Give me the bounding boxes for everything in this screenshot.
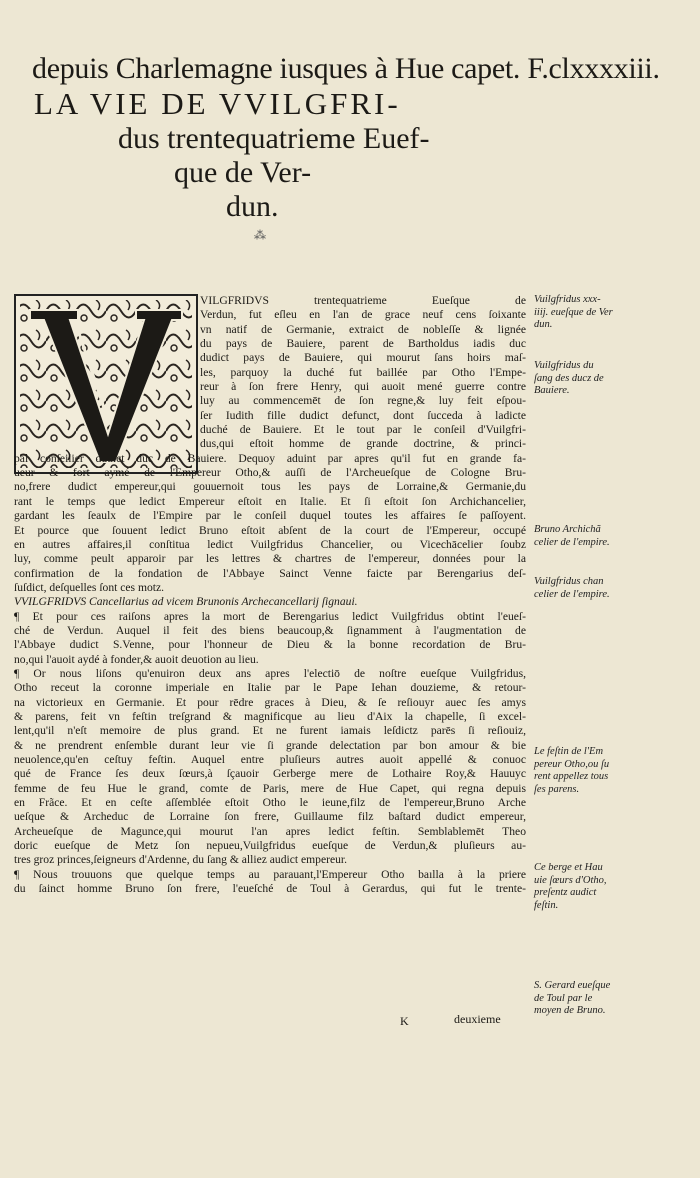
text-line: femme de feu Hue le grand, comte de Paris, mere de Hue Capet, qui regna depuis	[14, 781, 526, 795]
title-line-2: dus trentequatrieme Euef-	[118, 122, 430, 155]
chapter-title	[34, 86, 594, 224]
text-line: luy au commencemēt de ſon regne,& luy feit eſpou-	[200, 394, 526, 408]
signature-mark: K	[400, 1014, 409, 1028]
text-line: doric eueſque de Metz ſon nepueu,Vuilgfridus eueſque de Verdun,& pluſieurs au-	[14, 839, 526, 853]
margin-note	[534, 524, 694, 549]
margin-note-line: S. Gerard eueſque	[534, 980, 611, 991]
printer-ornament: ⁂	[254, 228, 266, 242]
text-line: Verdun, fut eſleu en l'an de grace neuf cens ſoixante	[200, 308, 526, 322]
text-line: ueſque & Archeduc de Lorraine ſon frere, Guillaume filz baſtard dudict empereur,	[14, 810, 526, 824]
margin-note-line: ſang des ducz de	[534, 372, 604, 384]
margin-note-line: Bruno Archichã	[534, 524, 601, 535]
margin-note	[534, 294, 694, 332]
text-line: reur à ſon frere Henry, qui auoit mené guerre contre	[200, 380, 526, 394]
text-line: tres groz princes,ſeigneurs d'Ardenne, du ſang & alliez audict empereur.	[14, 853, 348, 867]
margin-note	[534, 746, 694, 796]
text-line: no,qui l'auoit aydé à fonder,& auoit deuotion au lieu.	[14, 652, 259, 666]
margin-note-line: iiij. eueſque de Ver	[534, 306, 613, 318]
margin-note-line: feſtin.	[534, 899, 559, 911]
margin-note-line: ſes parens.	[534, 783, 580, 795]
text-line: les, parquoy la duché fut baillée par Otho l'Empe-	[200, 365, 526, 379]
text-line: no,frere dudict empereur,qui gouuernoit tous les pays de Lorraine,& Germanie,du	[14, 480, 526, 494]
margin-note-line: de Toul par le	[534, 992, 593, 1004]
margin-note-line: preſentz audict	[534, 887, 597, 898]
margin-note-line: Vuilgfridus du	[534, 360, 594, 371]
margin-note-line: pereur Otho,ou ſu	[534, 758, 610, 770]
latin-citation: VVILGFRIDVS Cancellarius ad vicem Brunonis Archecancellarij ſignaui.	[14, 595, 358, 609]
text-line: ¶ Et pour ces raiſons apres la mort de Berengarius ledict Vuilgfridus obtint l'eueſ-	[14, 609, 526, 623]
text-line: rant le temps que ledict Empereur eſtoit en Italie. Et ſi eſtoit ſon Archichancelier,	[14, 494, 526, 508]
text-line: ſuſdict, deſquelles ſont ces motz.	[14, 580, 165, 594]
margin-note-line: uie ſœurs d'Otho,	[534, 874, 607, 886]
title-line-1: LA VIE DE VVILGFRI-	[34, 86, 401, 121]
text-line: du ſainct homme Bruno ſon frere, l'eueſché de Toul à Gerardus, qui fut le trente-	[14, 882, 526, 896]
text-line: confirmation de la fondation de l'Abbaye Sainct Venne faicte par Berengarius deſ-	[14, 566, 526, 580]
title-line-4: dun.	[226, 190, 279, 223]
text-line: vn natif de Germanie, extraict de nobleſſe & lignée	[200, 322, 526, 336]
text-line: ¶ Nous trouuons que quelque temps au parauant,l'Empereur Otho baılla à la priere	[14, 867, 526, 881]
margin-note	[534, 980, 694, 1018]
catchword: deuxieme	[454, 1012, 501, 1026]
paragraph-1	[14, 452, 526, 595]
text-line: duché de Bauiere. Et le tout par le conſeil d'Vuilgfri-	[200, 423, 526, 437]
margin-note-line: celier de l'empire.	[534, 536, 610, 548]
text-line: qué de France ſes deux ſœurs,à ſçauoir Gerberge mere de Lothaire Roy,& Hauuyc	[14, 767, 526, 781]
title-line-3: que de Ver-	[174, 156, 312, 189]
text-line: dus,qui eſtoit homme de grande doctrine, & princi-	[200, 437, 526, 451]
text-line: ¶ Or nous liſons qu'enuiron deux ans apres l'electiō de noſtre eueſque Vuilgfridus,	[14, 666, 526, 680]
text-line: ueur & fort aymé de l'Empereur Otho,& auſſi de l'Archeueſque de Cologne Bru-	[14, 466, 526, 480]
text-line: luy, comme peult apparoir par les lettres & chartres de l'empereur, données pour la	[14, 552, 526, 566]
margin-note-line: Vuilgfridus chan	[534, 576, 604, 587]
text-line: neuolence,qu'en ceſtuy feſtin. Auquel entre pluſieurs autres auoit appellé & conuoc	[14, 753, 526, 766]
text-line: na victorieux en Germanie. Et pour rēdre graces à Dieu, & ſe reſiouyr auec ſes amys	[14, 695, 526, 709]
text-line: lent,qu'il n'eſt memoire de plus grand. Et ne furent iamais leſdictz parēs ſi reſiouiz,	[14, 724, 526, 738]
margin-note-line: celier de l'empire.	[534, 588, 610, 600]
margin-note-line: rent appellez tous	[534, 771, 609, 782]
margin-note-line: Le feſtin de l'Em	[534, 746, 604, 757]
margin-note-line: Vuilgfridus xxx-	[534, 294, 601, 305]
text-line: VILGFRIDVS trentequatrieme Eueſque de	[200, 294, 526, 307]
margin-note-line: moyen de Bruno.	[534, 1005, 606, 1016]
indented-paragraph	[200, 294, 526, 452]
paragraph-2	[14, 610, 526, 897]
text-line: Archeueſque de Magunce,qui mourut l'an apres ledict feſtin. Semblablemēt Theo	[14, 824, 526, 838]
text-line: Et pource que ſouuent ledict Bruno eſtoit abſent de la court de l'Empereur, occupé	[14, 523, 526, 537]
text-line: & parens, feit vn feſtin treſgrand & magnificque au lieu d'Aix la chapelle, ſi excel-	[14, 709, 526, 723]
text-line: dudict pays de Bauiere, qui mourut ſans hoirs maſ-	[200, 351, 526, 365]
running-header: depuis Charlemagne iusques à Hue capet. F.clxxxxiii.	[32, 52, 660, 85]
text-line: en Frãce. Et en ceſte aſſemblée eſtoit Otho le ieune,filz de l'empereur,Bruno Arche	[14, 796, 526, 810]
text-line: l'Abbaye dudict S.Venne, pour l'honneur de Dieu & la bonne recordation de Bru-	[14, 638, 526, 652]
text-line: pal conſeilier dudict duc de Bauiere. Dequoy aduint par apres qu'il fut en grande fa-	[14, 451, 526, 465]
text-line: ſer Iudith fille dudict defunct, dont ſucceda à ladicte	[200, 408, 526, 422]
margin-note	[534, 576, 694, 601]
margin-note-line: Bauiere.	[534, 385, 570, 396]
margin-note	[534, 862, 694, 912]
margin-note-line: Ce berge et Hau	[534, 862, 603, 873]
text-line: Otho receut la coronne imperiale en Italie par le Pape Iehan douzieme, & retour-	[14, 681, 526, 695]
body-text	[14, 294, 526, 896]
text-line: gardant les ſeaulx de l'Empire par le conſeil duquel toutes les affaires ſe paſſoyent.	[14, 509, 526, 523]
margin-note	[534, 360, 694, 398]
text-line: du pays de Bauiere, parent de Bartholdus iadis duc	[200, 337, 526, 351]
text-line: & ne prendrent enſemble durant leur vie ſi grande delectation par bon amour & bie	[14, 738, 526, 752]
margin-note-line: dun.	[534, 319, 553, 330]
text-line: ché de Verdun. Auquel il feit des biens beaucoup,& ſignamment à l'augmentation de	[14, 623, 526, 637]
text-line: en autres affaires,il conſtitua ledict Vuilgfridus Chancelier, ou Vicechācelier ſoubz	[14, 537, 526, 551]
